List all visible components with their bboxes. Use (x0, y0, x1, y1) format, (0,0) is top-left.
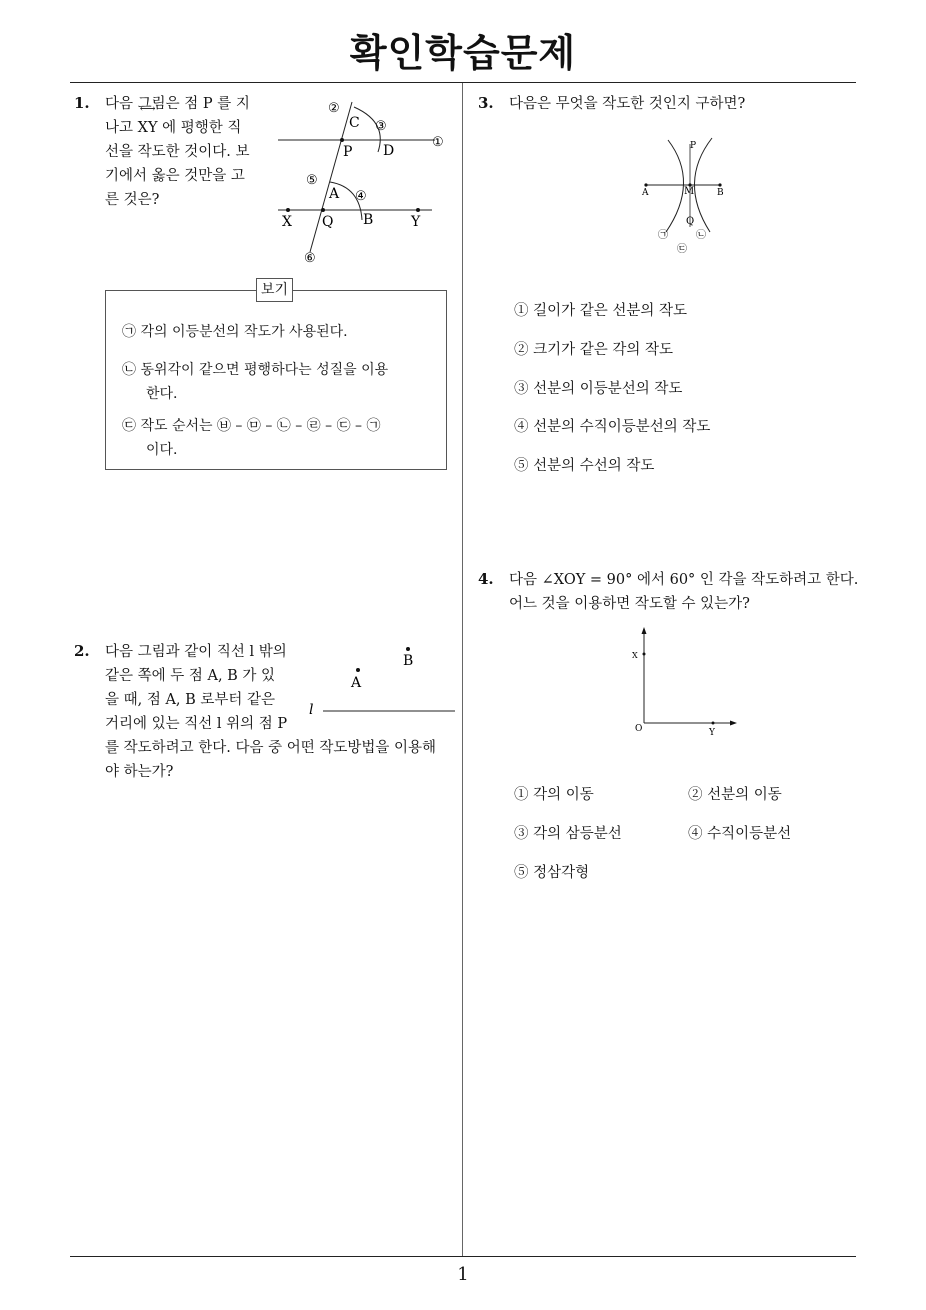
q1-line-1: 다음 그림은 점 P 를 지 (105, 96, 250, 112)
q1-label-c5: ⑤ (306, 173, 318, 188)
q3-figure (638, 132, 728, 257)
q4-label-y: Y (709, 728, 715, 738)
q3-label-b: B (717, 188, 724, 198)
bogi-text-3b: 이다. (146, 442, 178, 458)
q3-option-5: ⑤ 선분의 수선의 작도 (514, 458, 655, 474)
q2-label-b: B (403, 653, 414, 669)
q1-label-q: Q (322, 214, 334, 230)
q4-line-2: 어느 것을 이용하면 작도할 수 있는가? (509, 596, 750, 612)
q1-text (105, 92, 265, 212)
q3-label-m: M (684, 186, 695, 197)
q3-label-c3: ㉢ (677, 244, 687, 255)
q2-line-4: 거리에 있는 직선 l 위의 점 P (105, 716, 288, 732)
q2-line-2: 같은 쪽에 두 점 A, B 가 있 (105, 668, 276, 684)
bogi-text-2: 동위각이 같으면 평행하다는 성질을 이용 (140, 362, 389, 378)
q4-figure (625, 625, 745, 740)
q1-number: 1. (74, 94, 90, 112)
q1-label-c4: ④ (355, 189, 367, 204)
bogi-item-3 (122, 414, 432, 462)
q2-label-a: A (351, 675, 362, 691)
q2-point-b (406, 647, 410, 651)
q1-point-x (286, 208, 290, 212)
q1-label-c: C (349, 115, 360, 131)
q2-line-6: 야 하는가? (105, 764, 174, 780)
q3-question: 다음은 무엇을 작도한 것인지 구하면? (509, 96, 746, 112)
column-divider (462, 83, 463, 1257)
bogi-label: 보기 (256, 278, 293, 302)
q4-label-o: O (635, 724, 643, 734)
q2-line-1: 다음 그림과 같이 직선 l 밖의 (105, 644, 287, 660)
q3-point-a (644, 183, 647, 186)
q1-line-2 (105, 116, 265, 140)
bogi-mark-2: ㉡ (122, 362, 136, 378)
q4-number: 4. (478, 570, 494, 588)
q2-point-a (356, 668, 360, 672)
q4-point-y (712, 722, 715, 725)
bogi-mark-3: ㉢ (122, 418, 136, 434)
q3-number: 3. (478, 94, 494, 112)
q3-point-b (718, 183, 721, 186)
q4-option-1: ① 각의 이동 (514, 787, 594, 803)
q1-label-c6: ⑥ (304, 251, 316, 266)
q2-line-5: 를 작도하려고 한다. 다음 중 어떤 작도방법을 이용해 (105, 740, 437, 756)
q1-point-p (340, 138, 344, 142)
q3-option-4: ④ 선분의 수직이등분선의 작도 (514, 419, 711, 435)
q1-line-2-post: 에 평행한 직 (157, 120, 242, 136)
top-rule (70, 82, 856, 83)
q1-label-c3: ③ (375, 119, 387, 134)
q3-option-2: ② 크기가 같은 각의 작도 (514, 342, 673, 358)
q1-line-3: 선을 작도한 것이다. 보 (105, 144, 250, 160)
q1-label-y: Y (411, 214, 421, 230)
q4-arrow-x (642, 627, 647, 634)
q4-option-5: ⑤ 정삼각형 (514, 865, 590, 881)
q1-label-x: X (282, 214, 292, 230)
q1-label-a: A (329, 186, 340, 202)
bogi-mark-1: ㉠ (122, 324, 136, 340)
q1-line-4: 기에서 옳은 것만을 고 (105, 168, 245, 184)
bogi-item-1 (122, 320, 348, 344)
q1-line-5: 른 것은? (105, 192, 160, 208)
page-title: 확인학습문제 (349, 31, 577, 75)
bogi-text-2b: 한다. (146, 386, 178, 402)
q1-line-xy: ⟷ XY (138, 116, 158, 140)
q2-label-l: l (309, 702, 314, 718)
q1-point-y (416, 208, 420, 212)
q4-line-1: 다음 ∠XOY = 90° 에서 60° 인 각을 작도하려고 한다. (509, 572, 859, 588)
q1-label-p: P (343, 144, 353, 160)
q3-label-p: P (690, 141, 697, 151)
bogi-text-1: 각의 이등분선의 작도가 사용된다. (140, 324, 348, 340)
q4-point-x (643, 653, 646, 656)
q4-text (509, 568, 859, 616)
q3-label-a: A (642, 188, 649, 198)
q2-figure (305, 640, 460, 720)
q3-label-c1: ㉠ (658, 230, 668, 241)
q1-point-q (321, 208, 325, 212)
bogi-text-3: 작도 순서는 ㉥ – ㉤ – ㉡ – ㉣ – ㉢ – ㉠ (140, 418, 381, 434)
q4-option-4: ④ 수직이등분선 (688, 826, 792, 842)
bottom-rule (70, 1256, 856, 1257)
q3-label-c2: ㉡ (696, 230, 706, 241)
q4-option-3: ③ 각의 삼등분선 (514, 826, 622, 842)
q2-number: 2. (74, 642, 90, 660)
q3-option-3: ③ 선분의 이등분선의 작도 (514, 381, 683, 397)
q3-option-1: ① 길이가 같은 선분의 작도 (514, 303, 688, 319)
q4-option-2: ② 선분의 이동 (688, 787, 782, 803)
bogi-item-2 (122, 358, 432, 406)
q1-label-b: B (363, 212, 374, 228)
q3-label-q: Q (686, 216, 695, 227)
q4-arrow-y (730, 721, 737, 726)
q3-arc-left (666, 140, 684, 232)
q1-label-c2: ② (328, 101, 340, 116)
q1-figure (270, 92, 460, 267)
q2-line-3: 을 때, 점 A, B 로부터 같은 (105, 692, 276, 708)
q1-line-2-pre: 나고 (105, 120, 138, 136)
q1-label-c1: ① (432, 135, 444, 150)
q4-label-x: X (632, 651, 638, 660)
page-number: 1 (457, 1264, 469, 1285)
q1-label-d: D (383, 143, 395, 159)
